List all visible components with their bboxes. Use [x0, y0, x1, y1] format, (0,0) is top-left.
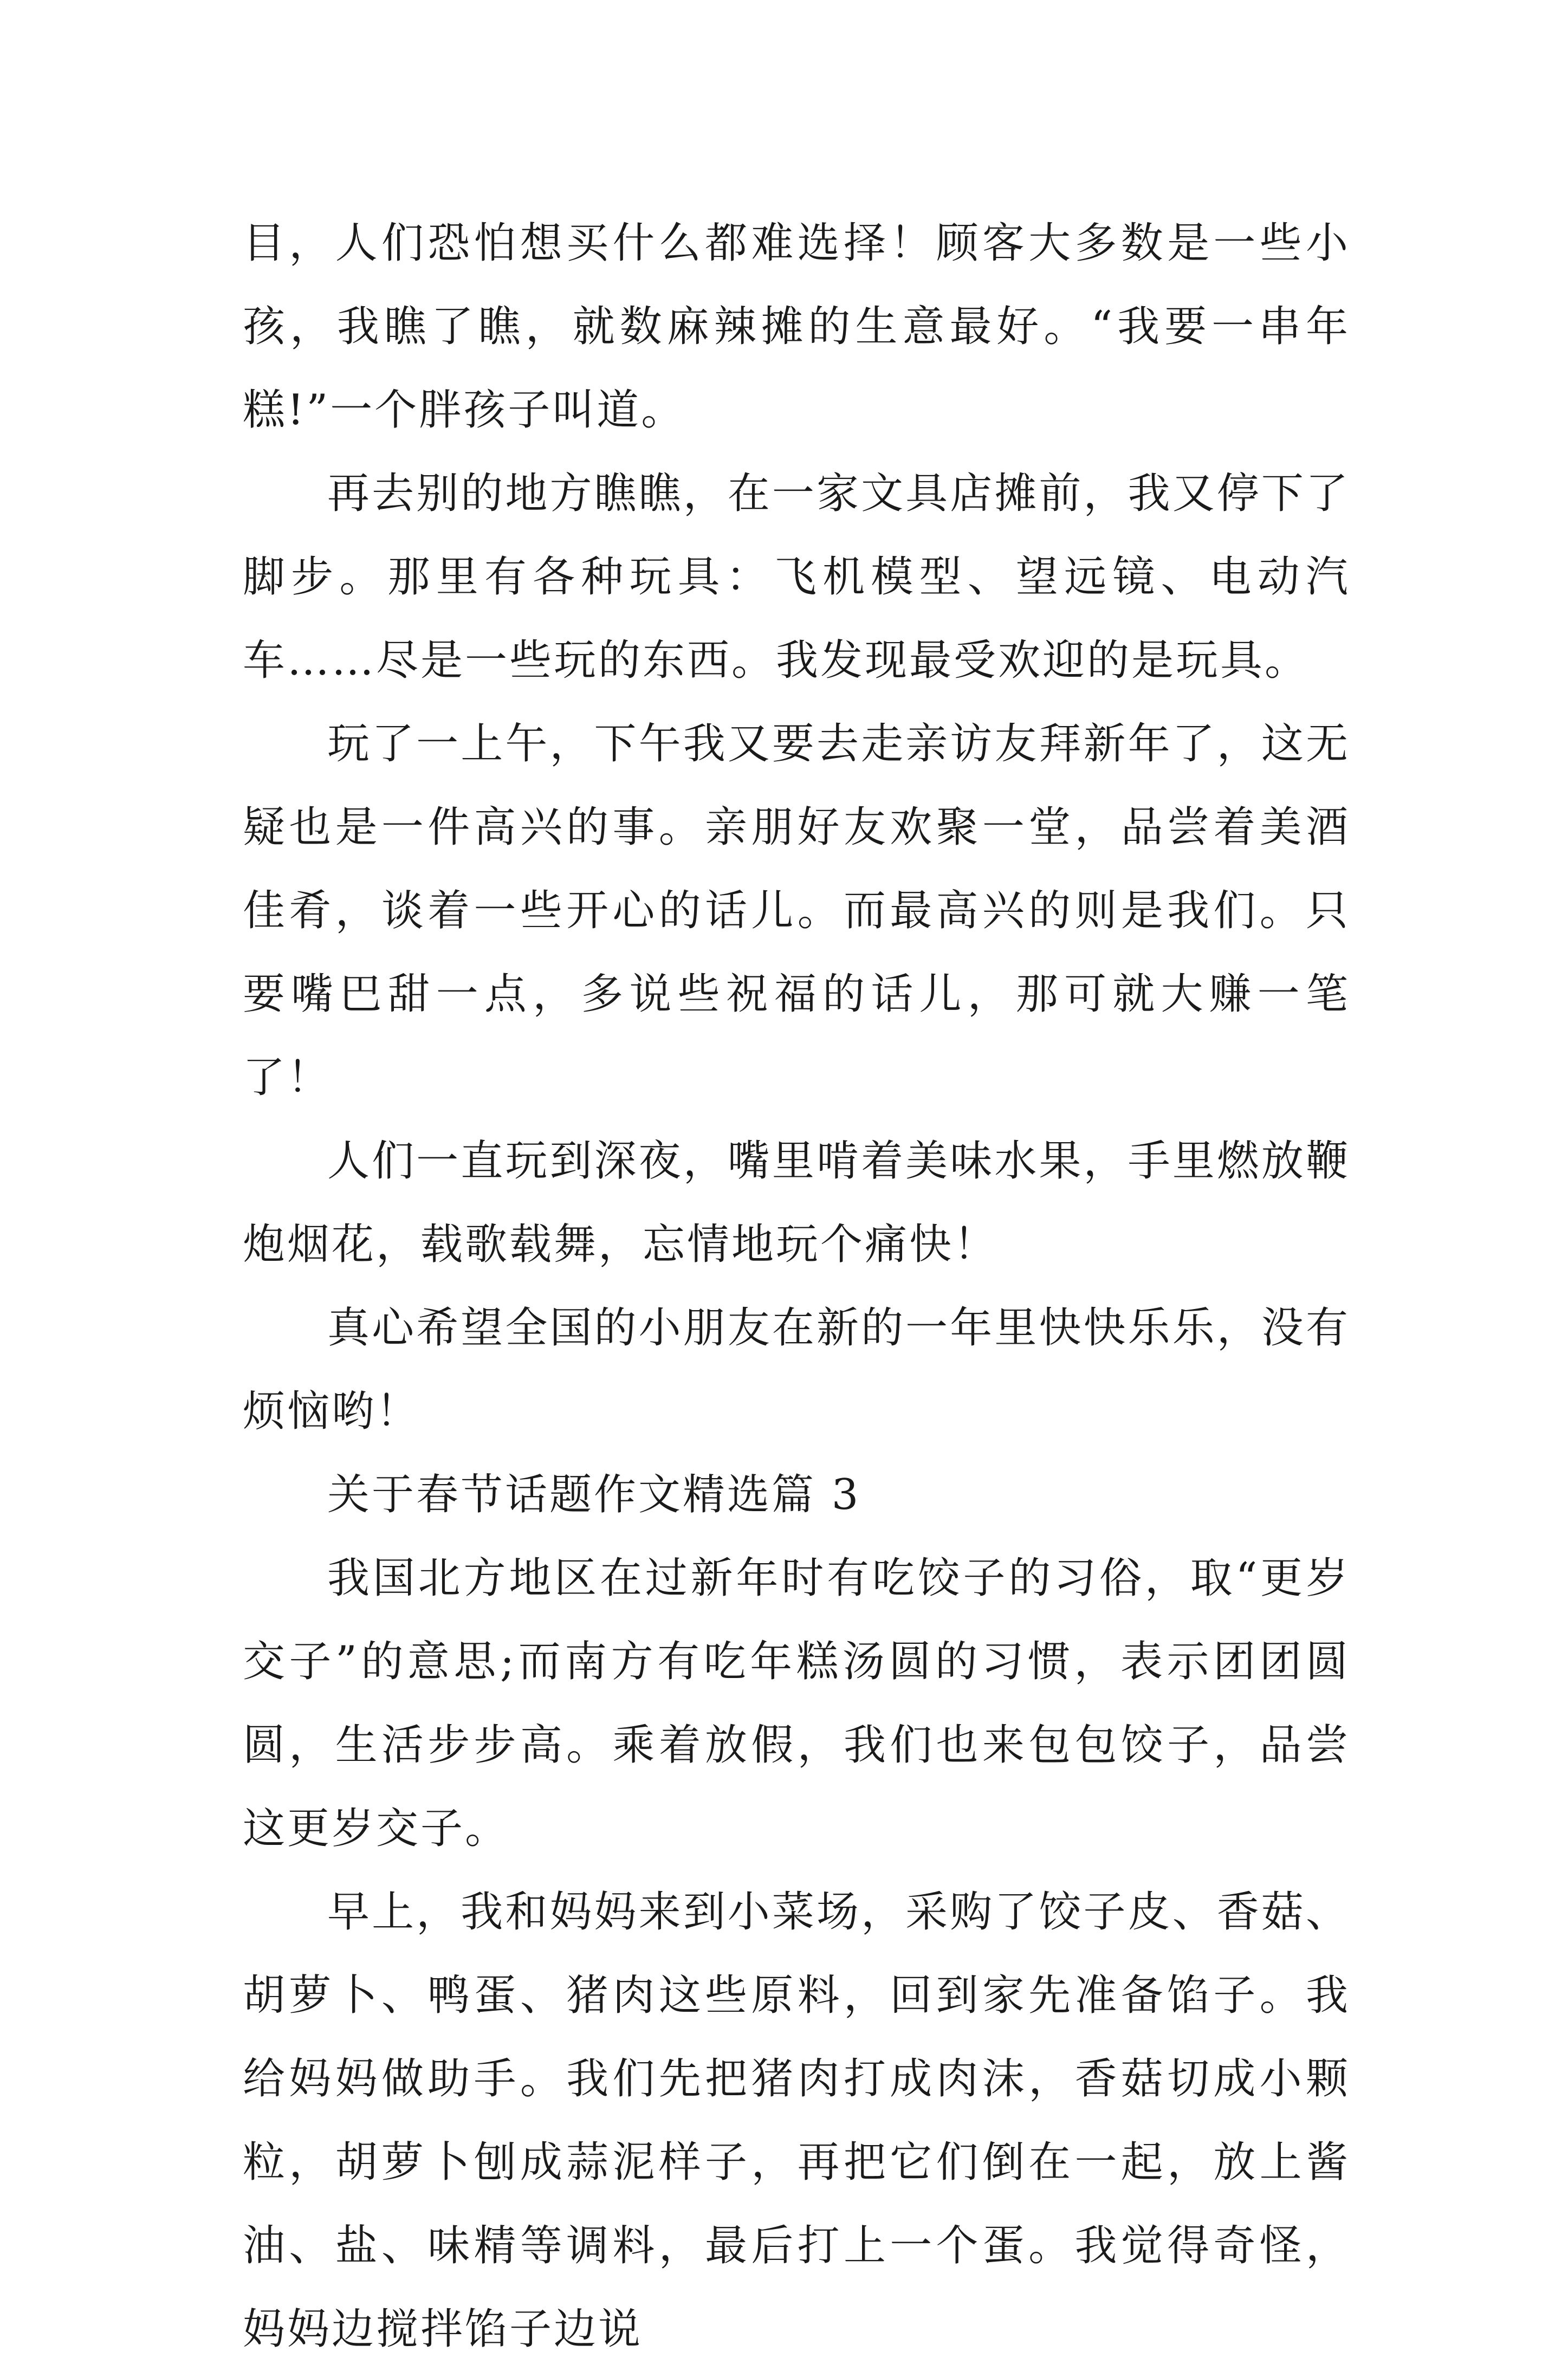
paragraph-7: 早上，我和妈妈来到小菜场，采购了饺子皮、香菇、胡萝卜、鸭蛋、猪肉这些原料，回到家先准备馅子。我给妈妈做助手。我们先把猪肉打成肉沫，香菇切成小颗粒，胡萝卜刨成蒜泥样子，再把它们倒在一起，放上酱油、盐、味精等调料，最后打上一个蛋。我觉得奇怪，妈妈边搅拌馅子边说 [243, 1888, 1350, 2354]
paragraph-5: 真心希望全国的小朋友在新的一年里快快乐乐，没有烦恼哟！ [243, 1304, 1350, 1436]
paragraph-3: 玩了一上午，下午我又要去走亲访友拜新年了，这无疑也是一件高兴的事。亲朋好友欢聚一堂，品尝着美酒佳肴，谈着一些开心的话儿。而最高兴的则是我们。只要嘴巴甜一点，多说些祝福的话儿，那可就大赚一笔了！ [243, 720, 1350, 1102]
paragraph-1: 目，人们恐怕想买什么都难选择！顾客大多数是一些小孩，我瞧了瞧，就数麻辣摊的生意最好。“我要一串年糕!”一个胖孩子叫道。 [243, 219, 1350, 435]
paragraph-4: 人们一直玩到深夜，嘴里啃着美味水果，手里燃放鞭炮烟花，载歌载舞，忘情地玩个痛快！ [243, 1137, 1350, 1269]
document-body [243, 202, 1350, 2371]
paragraph-6: 我国北方地区在过新年时有吃饺子的习俗，取“更岁交子”的意思;而南方有吃年糕汤圆的习惯，表示团团圆圆，生活步步高。乘着放假，我们也来包包饺子，品尝这更岁交子。 [243, 1554, 1350, 1853]
paragraph-2: 再去别的地方瞧瞧，在一家文具店摊前，我又停下了脚步。那里有各种玩具：飞机模型、望远镜、电动汽车……尽是一些玩的东西。我发现最受欢迎的是玩具。 [243, 469, 1350, 685]
section-heading: 关于春节话题作文精选篇 3 [327, 1470, 861, 1519]
